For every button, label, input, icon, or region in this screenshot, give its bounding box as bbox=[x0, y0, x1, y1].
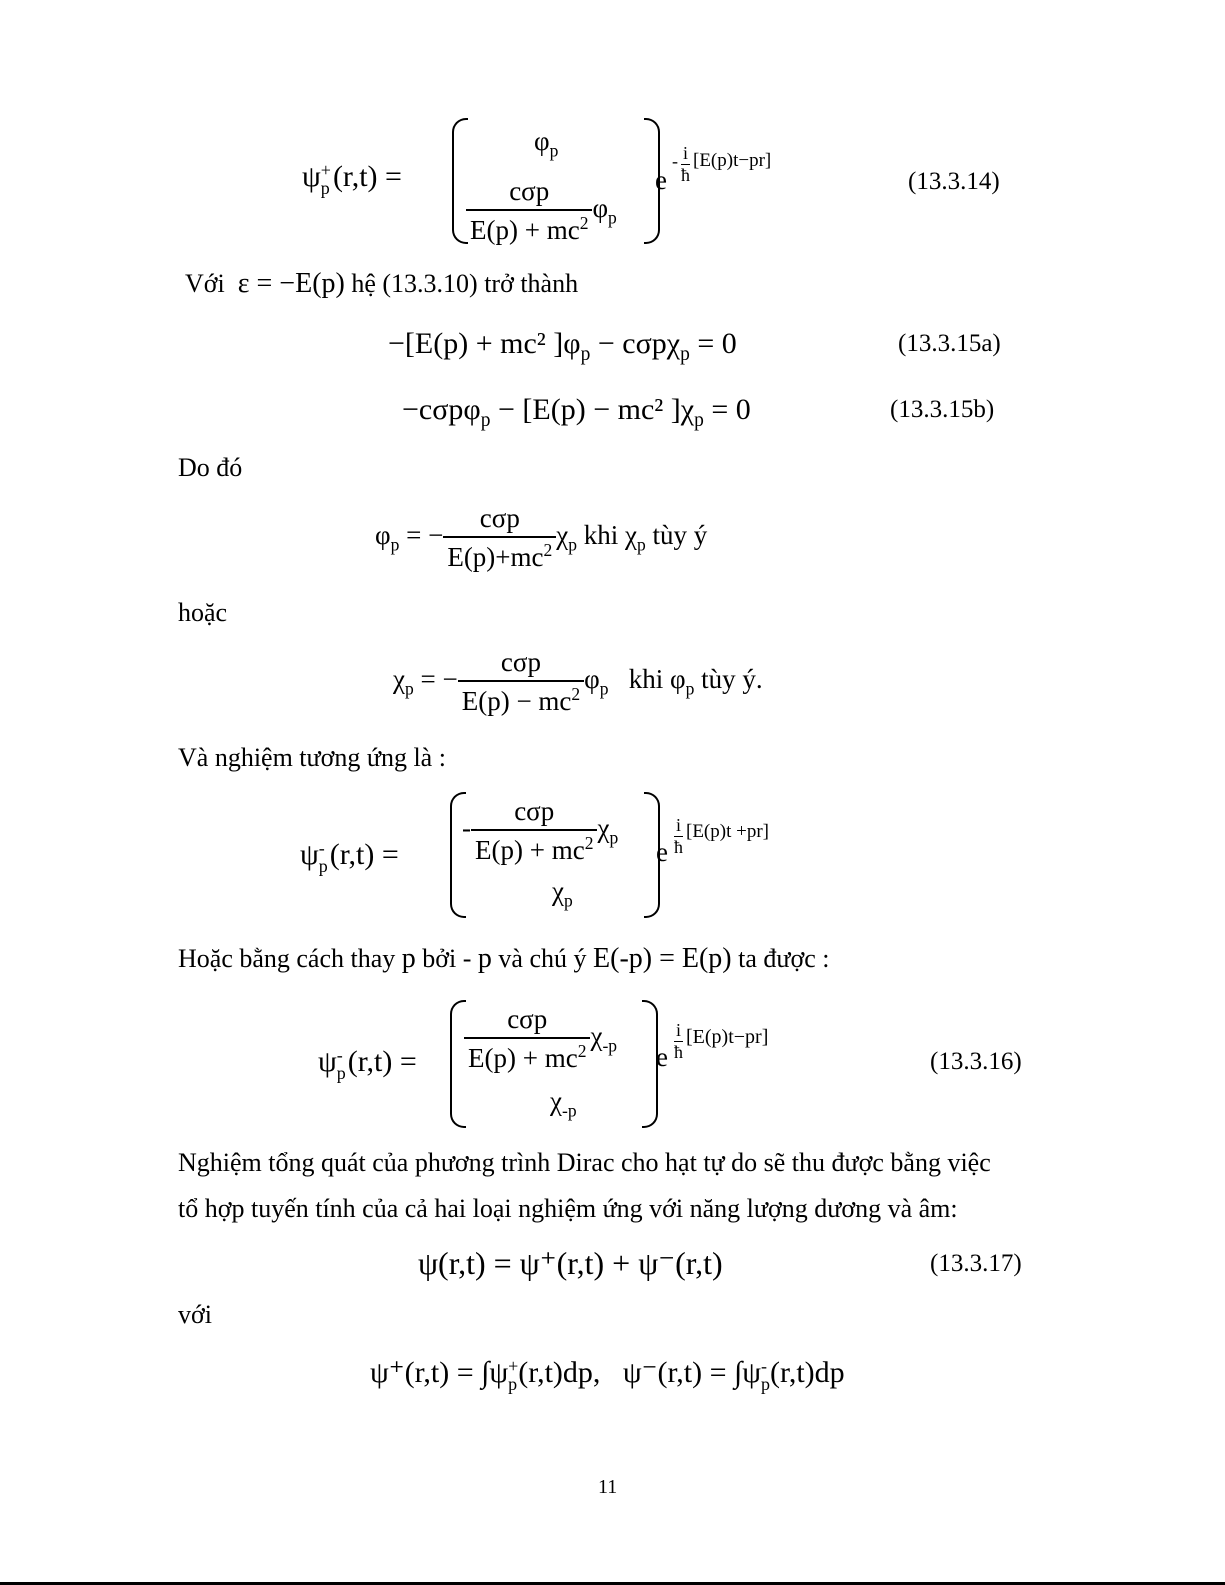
eq-number-13-3-14: (13.3.14) bbox=[908, 168, 1000, 195]
paragraph-line-1: Nghiệm tổng quát của phương trình Dirac cho hạt tự do sẽ thu được bằng việc bbox=[178, 1148, 991, 1177]
text-hoac: hoặc bbox=[178, 598, 228, 627]
eq-number-13-3-15b: (13.3.15b) bbox=[890, 396, 995, 423]
text-voi: với bbox=[178, 1300, 212, 1329]
eq-13-3-16-lhs: ψ - p (r,t) = bbox=[318, 1045, 417, 1084]
eq-integral-definitions: ψ⁺(r,t) = ∫ψ + p (r,t)dp, ψ⁻(r,t) = ∫ψ - p (r,t)dp bbox=[370, 1356, 845, 1395]
eq-13-3-14-matrix: $\varphi_p$ $\frac{\text{cσp}}{E(p) + mc^2}$ $\varphi_p$ bbox=[452, 118, 660, 244]
eq-number-13-3-16: (13.3.16) bbox=[930, 1048, 1022, 1075]
text-va-nghiem: Và nghiệm tương ứng là : bbox=[178, 743, 446, 772]
eq-13-3-17: ψ(r,t) = ψ⁺(r,t) + ψ⁻(r,t) bbox=[418, 1245, 723, 1281]
text-do-do: Do đó bbox=[178, 453, 243, 482]
eq-psi-minus-matrix: - $\frac{\text{cσp}}{E(p) + mc^2}$ $\chi_p$ $\chi_p$ bbox=[450, 792, 660, 918]
eq-13-3-14-lhs: ψ + p (r,t) = bbox=[302, 160, 402, 199]
page-number: 11 bbox=[598, 1476, 618, 1498]
paragraph-line-2: tổ hợp tuyến tính của cả hai loại nghiệm ứng với năng lượng dương và âm: bbox=[178, 1194, 958, 1223]
eq-chi-relation: $\chi_p$ = − $\frac{\text{cσp}}{E(p) - mc^2}$ $\varphi_p$ khi $\varphi_p$ tùy ý. bbox=[393, 647, 763, 716]
eq-13-3-16-matrix: $\frac{\text{cσp}}{E(p) + mc^2}$ $\chi_{-p}$ $\chi_{-p}$ bbox=[450, 1000, 658, 1128]
line-voi-epsilon: Với ε = −E(p) hệ (13.3.10) trở thành bbox=[185, 268, 579, 299]
line-hoac-bang-cach-thay: Hoặc bằng cách thay p bởi - p và chú ý E(-p) = E(p) ta được : bbox=[178, 943, 830, 974]
eq-psi-minus-lhs: ψ - p (r,t) = bbox=[300, 838, 399, 877]
eq-13-3-15a: −[E(p) + mc² ]$\varphi_p - c\sigma p\chi_p = 0$ bbox=[388, 327, 737, 365]
eq-phi-relation: $\varphi_p$ = − $\frac{\text{cσp}}{E(p)+mc^2}$ $\chi_p$ khi $\chi_p$ tùy ý bbox=[375, 503, 708, 572]
eq-13-3-15b: −cσpφ$_p$ − [E(p) − mc² ]$\chi_p = 0$ bbox=[402, 393, 751, 431]
eq-number-13-3-17: (13.3.17) bbox=[930, 1250, 1022, 1277]
eq-number-13-3-15a: (13.3.15a) bbox=[898, 330, 1001, 357]
